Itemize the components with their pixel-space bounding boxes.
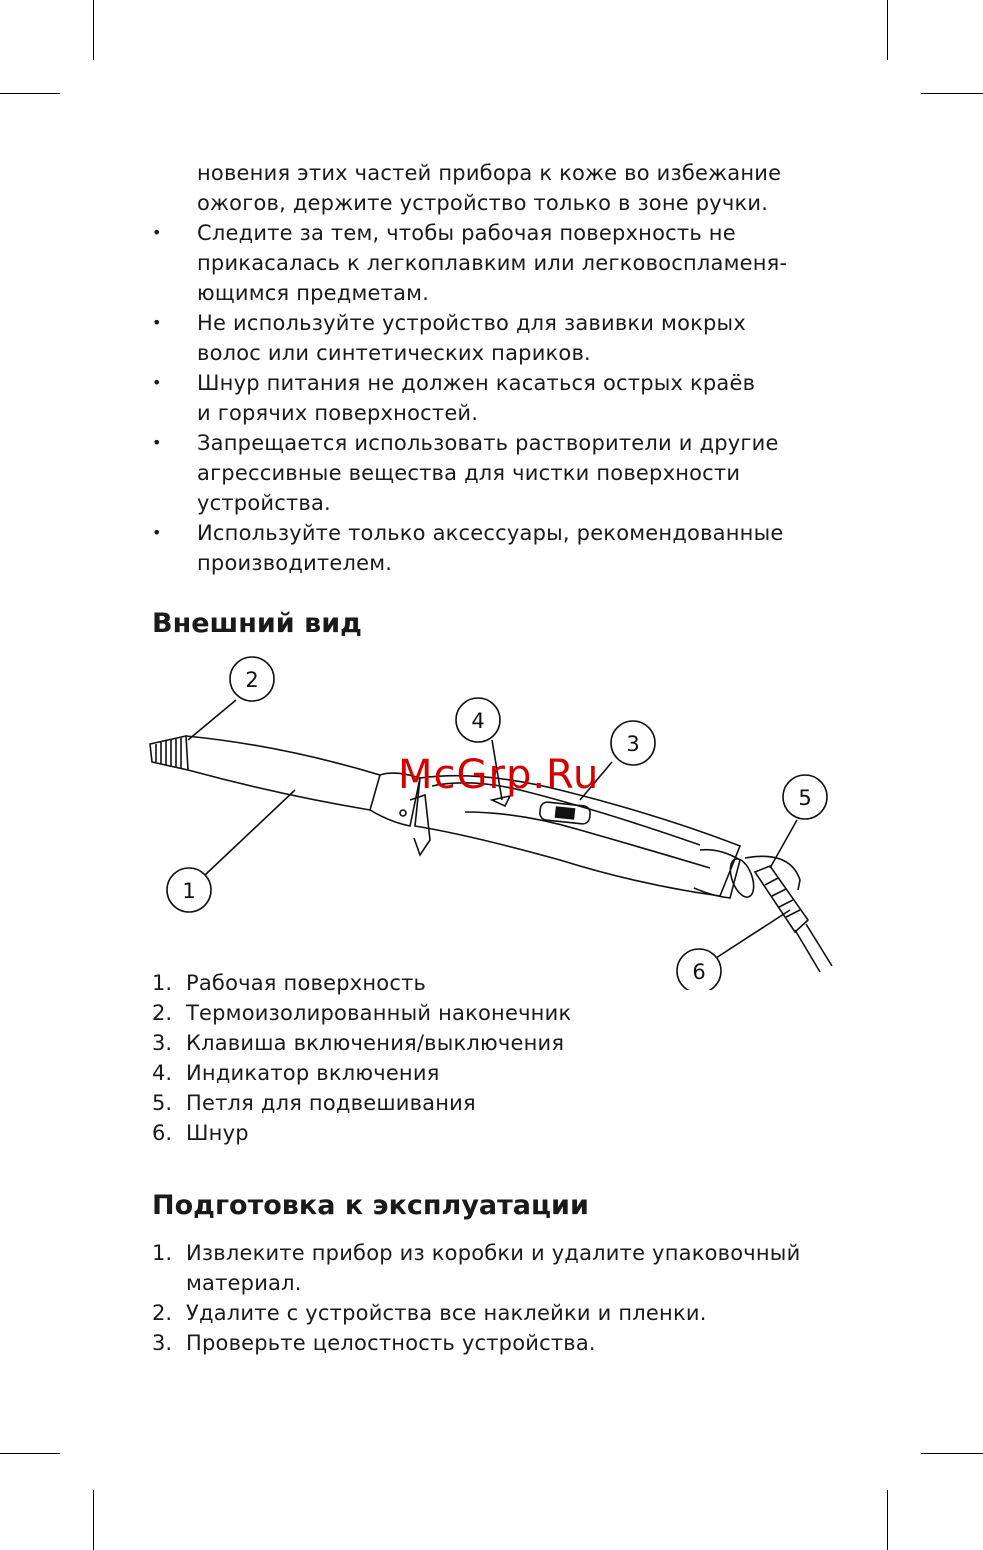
bullet-line: Используйте только аксессуары, рекомендованные (197, 521, 784, 545)
crop-mark (887, 0, 888, 60)
part-num: 6. (152, 1121, 173, 1145)
step-line: Удалите с устройства все наклейки и пленки. (186, 1301, 707, 1325)
bullet-line: устройства. (197, 491, 331, 515)
section-title-appearance: Внешний вид (152, 608, 362, 639)
step-num: 2. (152, 1301, 173, 1325)
bullet-line: прикасалась к легкоплавким или легковоспламеня- (197, 251, 788, 275)
step-line: Проверьте целостность устройства. (186, 1331, 596, 1355)
callout-label: 4 (471, 709, 485, 733)
bullet-symbol: • (152, 523, 162, 542)
callout-label: 5 (798, 786, 812, 810)
crop-mark (0, 93, 60, 94)
bullet-line: и горячих поверхностей. (197, 401, 479, 425)
part-label: Термоизолированный наконечник (186, 1001, 572, 1025)
intro-line: ожогов, держите устройство только в зоне ручки. (197, 191, 769, 215)
part-label: Петля для подвешивания (186, 1091, 476, 1115)
intro-line: новения этих частей прибора к коже во избежание (197, 161, 782, 185)
part-num: 1. (152, 971, 173, 995)
bullet-line: Запрещается использовать растворители и другие (197, 431, 779, 455)
part-label: Клавиша включения/выключения (186, 1031, 565, 1055)
bullet-symbol: • (152, 373, 162, 392)
part-num: 2. (152, 1001, 173, 1025)
callout-label: 6 (692, 960, 706, 984)
bullet-line: Шнур питания не должен касаться острых краёв (197, 371, 756, 395)
bullet-line: Следите за тем, чтобы рабочая поверхность не (197, 221, 736, 245)
section-title-preparation: Подготовка к эксплуатации (152, 1190, 589, 1221)
power-cord (795, 924, 832, 972)
part-label: Индикатор включения (186, 1061, 440, 1085)
watermark: McGrp.Ru (398, 752, 600, 798)
bullet-symbol: • (152, 223, 162, 242)
part-num: 3. (152, 1031, 173, 1055)
crop-mark (921, 1453, 983, 1454)
crop-mark (93, 1490, 94, 1550)
step-line: Извлеките прибор из коробки и удалите упаковочный (186, 1241, 801, 1265)
bullet-line: агрессивные вещества для чистки поверхности (197, 461, 741, 485)
part-num: 5. (152, 1091, 173, 1115)
part-num: 4. (152, 1061, 173, 1085)
callout-label: 1 (182, 879, 196, 903)
curling-iron-diagram (140, 650, 840, 990)
part-label: Рабочая поверхность (186, 971, 427, 995)
step-line: материал. (186, 1271, 302, 1295)
step-num: 1. (152, 1241, 173, 1265)
bullet-line: Не используйте устройство для завивки мокрых (197, 311, 746, 335)
bullet-line: производителем. (197, 551, 393, 575)
bullet-symbol: • (152, 313, 162, 332)
crop-mark (93, 0, 94, 60)
barrel (186, 736, 380, 810)
crop-mark (921, 93, 983, 94)
bullet-symbol: • (152, 433, 162, 452)
crop-mark (0, 1453, 60, 1454)
bullet-line: волос или синтетических париков. (197, 341, 591, 365)
bullet-line: ющимся предметам. (197, 281, 430, 305)
callout-label: 2 (245, 668, 259, 692)
callout-label: 3 (626, 732, 640, 756)
step-num: 3. (152, 1331, 173, 1355)
crop-mark (887, 1490, 888, 1550)
part-label: Шнур (186, 1121, 249, 1145)
